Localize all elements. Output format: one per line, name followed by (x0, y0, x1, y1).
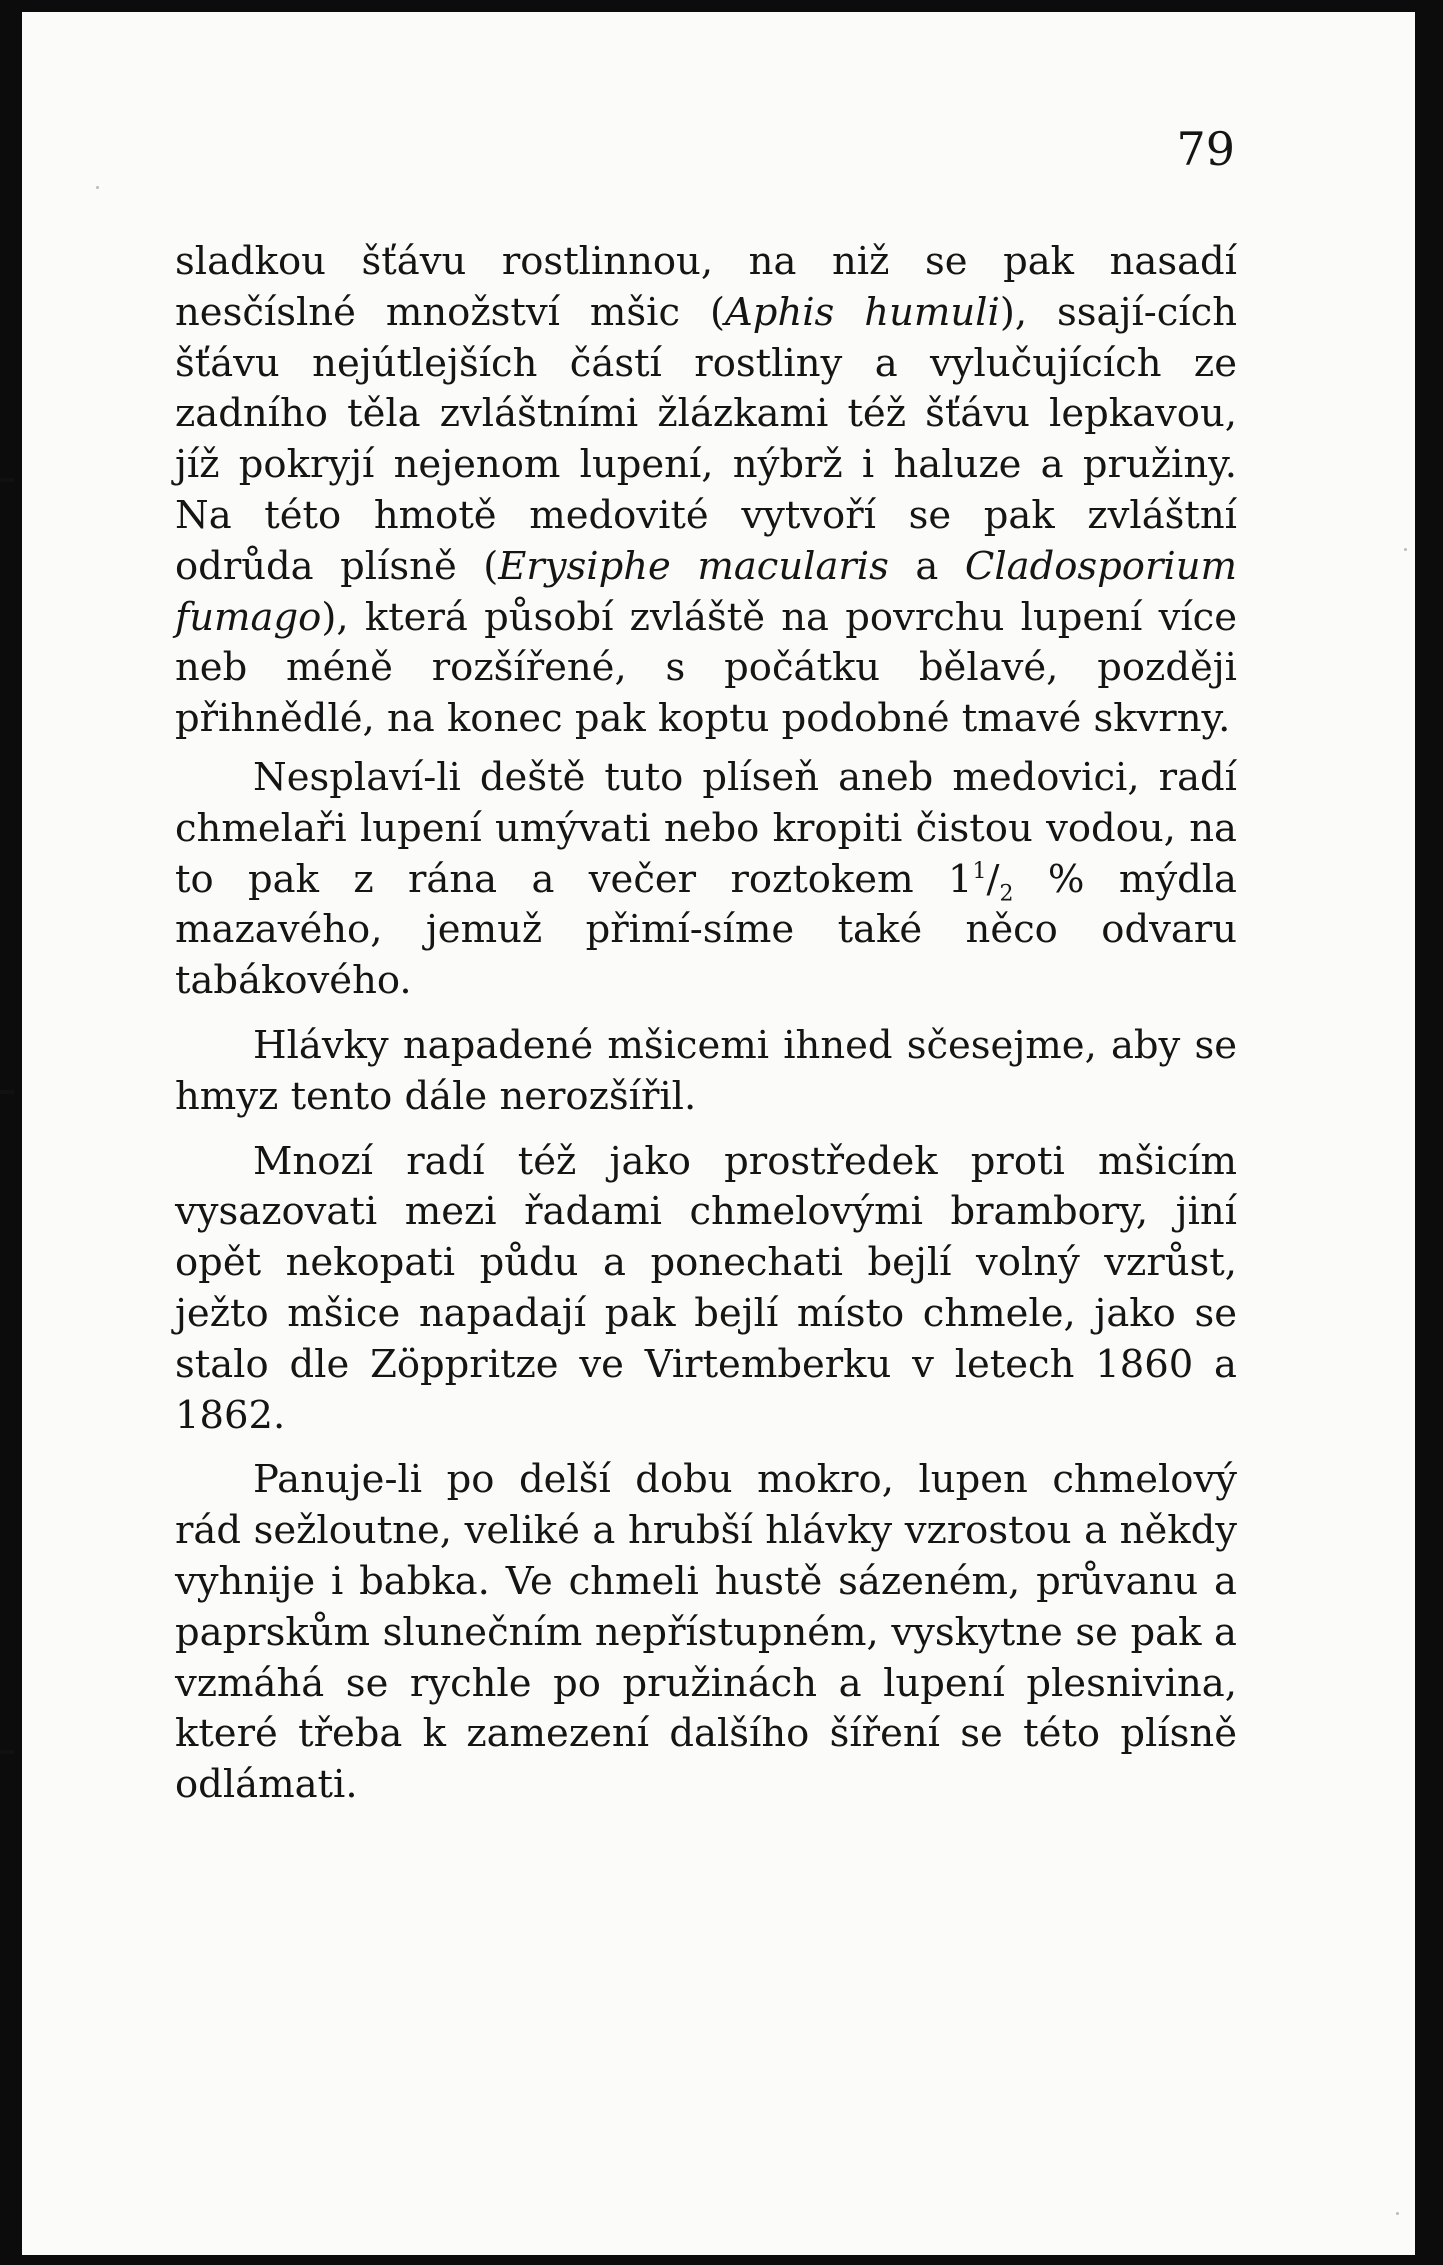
binding-mark (0, 478, 14, 482)
binding-mark (0, 1750, 14, 1754)
binding-mark (0, 1090, 14, 1094)
paper-speck (96, 186, 99, 189)
paper-speck (1404, 548, 1407, 551)
page-number: 79 (1176, 122, 1235, 176)
paragraph: Panuje-li po delší dobu mokro, lupen chmelový rád sežloutne, veliké a hrubší hlávky vzrostou a někdy vyhnije i babka. Ve chmeli hustě sázeném, průvanu a paprskům slunečním nepřístupném, vyskytne se pak a vzmáhá se rychle po pružinách a lupení plesnivina, které třeba k zamezení dalšího šíření se této plísně odlámati. (175, 1457, 1237, 1808)
paragraph: Hlávky napadené mšicemi ihned sčesejme, aby se hmyz tento dále nerozšířil. (175, 1022, 1237, 1119)
paper-speck (1396, 2212, 1399, 2215)
paragraph: Mnozí radí též jako prostředek proti mšicím vysazovati mezi řadami chmelovými brambory, jiní opět nekopati půdu a ponechati bejlí volný vzrůst, ježto mšice napadají pak bejlí místo chmele, jako se stalo dle Zöppritze ve Virtemberku v letech 1860 a 1862. (175, 1138, 1237, 1438)
body-text (175, 237, 1237, 1811)
paragraph: sladkou šťávu rostlinnou, na niž se pak nasadí nesčíslné množství mšic (Aphis humuli), ssají-cích šťávu nejútlejších částí rostliny a vylučujících ze zadního těla zvláštními žlázkami též šťávu lepkavou, jíž pokryjí nejenom lupení, nýbrž i haluze a pružiny. Na této hmotě medovité vytvoří se pak zvláštní odrůda plísně (Erysiphe macularis a Cladosporium fumago), která působí zvláště na povrchu lupení více neb méně rozšířené, s počátku bělavé, později přihnědlé, na konec pak koptu podobné tmavé skvrny. (175, 239, 1238, 742)
paragraph: Nesplaví-li deště tuto plíseň aneb medovici, radí chmelaři lupení umývati nebo kropiti čistou vodou, na to pak z rána a večer roztokem $1^1/_2$ % mýdla mazavého, jemuž přimí-síme také něco odvaru tabákového. (175, 754, 1237, 1004)
